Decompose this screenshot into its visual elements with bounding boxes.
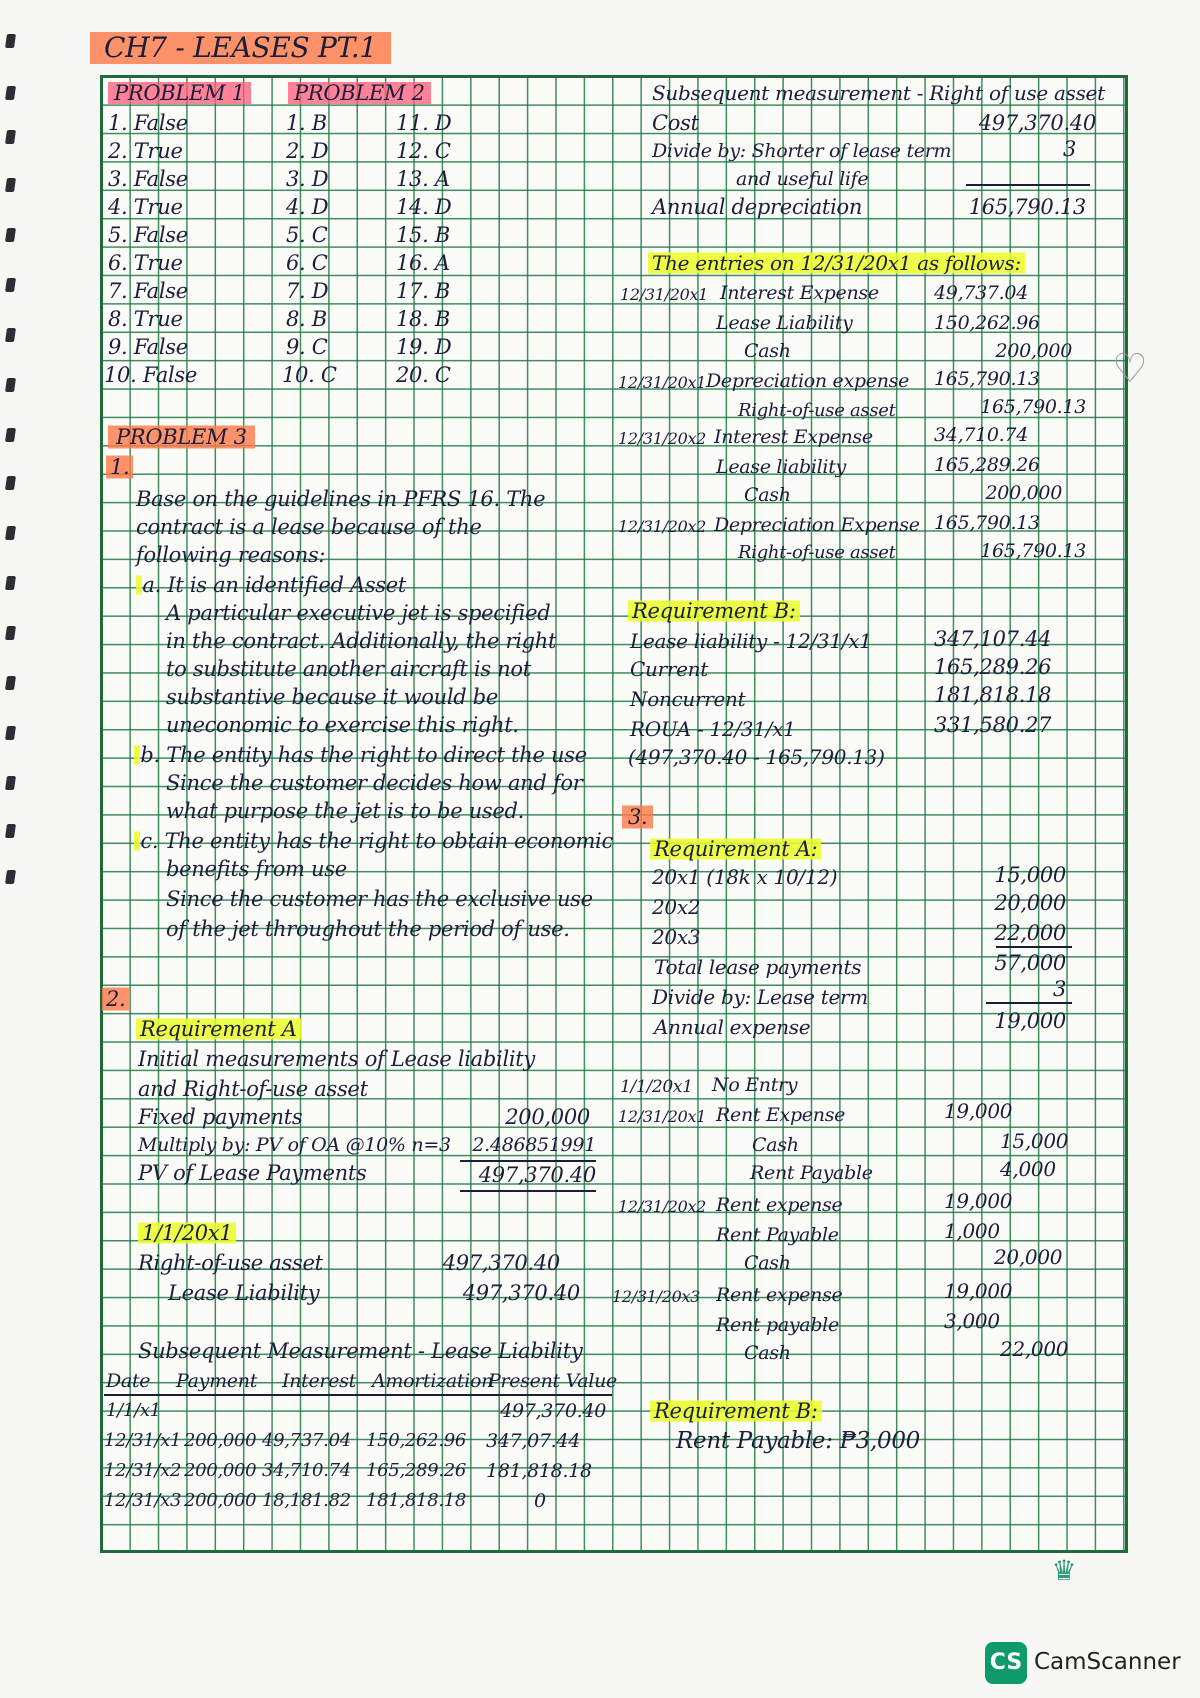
requirement-a-heading: Requirement A — [136, 1016, 301, 1042]
list-item: 9. C — [286, 335, 328, 359]
rent-label: 20x2 — [652, 895, 701, 919]
entry-date: 12/31/20x1 — [618, 1107, 707, 1126]
reqb-value: 331,580.27 — [934, 713, 1052, 737]
list-item: 4. True — [108, 195, 183, 219]
entry-date: 12/31/20x2 — [618, 429, 707, 448]
entry-debit: 49,737.04 — [934, 282, 1028, 304]
rent-payable-answer: Rent Payable: ₱3,000 — [676, 1428, 920, 1454]
table-header: Amortization — [372, 1370, 494, 1392]
reqb-value: 347,107.44 — [934, 627, 1052, 651]
section-number: 2. — [102, 986, 129, 1012]
entry-debit: 19,000 — [944, 1279, 1013, 1303]
paragraph-line: and Right-of-use asset — [138, 1077, 368, 1101]
binder-ring — [5, 130, 16, 144]
requirement-a3-heading: Requirement A: — [650, 836, 821, 862]
binder-ring — [5, 86, 16, 100]
binder-ring — [5, 34, 16, 48]
list-item: 15. B — [396, 223, 451, 247]
reason-heading: b. The entity has the right to direct the use — [134, 742, 587, 768]
rent-value: 20,000 — [994, 891, 1066, 915]
table-cell: 200,000 — [184, 1490, 257, 1511]
binder-ring — [5, 526, 16, 540]
table-cell: 0 — [534, 1490, 546, 1512]
table-header: Date — [106, 1370, 151, 1392]
rent-label: Divide by: Lease term — [652, 985, 868, 1009]
entry-debit: 165,790.13 — [934, 368, 1040, 390]
paragraph-line: following reasons: — [136, 543, 326, 567]
underline — [966, 184, 1090, 186]
requirement-b3-heading: Requirement B: — [650, 1398, 822, 1424]
entry-date: 1/1/20x1 — [620, 1077, 693, 1097]
journal-account: Right-of-use asset — [138, 1251, 323, 1275]
entry-account: Depreciation expense — [706, 370, 910, 392]
table-cell: 181,818.18 — [366, 1490, 467, 1511]
annual-depreciation-label: Annual depreciation — [652, 195, 863, 219]
entry-account: Right-of-use asset — [738, 542, 896, 563]
entry-account: Right-of-use asset — [738, 400, 896, 421]
subsequent-rou-title: Subsequent measurement - Right of use asset — [652, 81, 1105, 105]
entry-credit: 22,000 — [1000, 1337, 1069, 1361]
entry-account: Cash — [744, 340, 791, 362]
paragraph-line: substantive because it would be — [166, 685, 499, 709]
entry-account: Lease Liability — [716, 312, 853, 334]
pv-label: PV of Lease Payments — [138, 1161, 367, 1185]
reason-heading: a. It is an identified Asset — [136, 572, 406, 598]
table-cell: 12/31/x2 — [104, 1460, 182, 1481]
list-item: 4. D — [286, 195, 329, 219]
list-item: 11. D — [396, 111, 452, 135]
list-item: 6. True — [108, 251, 183, 275]
table-cell: 181,818.18 — [486, 1460, 592, 1482]
entries-title: The entries on 12/31/20x1 as follows: — [648, 250, 1025, 276]
binder-ring — [5, 626, 16, 640]
entry-account: Interest Expense — [714, 426, 873, 448]
entry-account: Cash — [744, 1342, 791, 1364]
entry-account: Interest Expense — [720, 282, 879, 304]
entry-account: Rent Payable — [716, 1224, 839, 1246]
list-item: 6. C — [286, 251, 328, 275]
rent-label: Total lease payments — [654, 955, 862, 979]
list-item: 12. C — [396, 139, 451, 163]
list-item: 1. B — [286, 111, 327, 135]
reason-heading: c. The entity has the right to obtain economic — [134, 828, 613, 854]
divide-value: 3 — [1062, 137, 1076, 161]
multiply-label: Multiply by: PV of OA @10% n=3 — [138, 1134, 451, 1156]
entry-debit: 34,710.74 — [934, 424, 1028, 446]
table-cell: 200,000 — [184, 1460, 257, 1481]
entry-debit: 19,000 — [944, 1189, 1013, 1213]
entry-date: 12/31/20x1 — [618, 373, 707, 392]
entry-debit: 19,000 — [944, 1099, 1013, 1123]
table-cell: 34,710.74 — [262, 1460, 351, 1481]
cost-label: Cost — [652, 111, 699, 135]
table-cell: 497,370.40 — [500, 1400, 606, 1422]
multiply-value: 2.486851991 — [472, 1134, 596, 1156]
entry-date: 12/31/20x2 — [618, 517, 707, 536]
list-item: 13. A — [396, 167, 450, 191]
table-cell: 18,181.82 — [262, 1490, 351, 1511]
binder-ring — [5, 824, 16, 838]
entry-account: No Entry — [712, 1074, 798, 1096]
entry-account: Depreciation Expense — [714, 514, 920, 536]
reqb-value: 181,818.18 — [934, 683, 1052, 707]
journal-credit: 497,370.40 — [462, 1281, 580, 1305]
annual-depreciation-value: 165,790.13 — [968, 195, 1086, 219]
rent-value: 19,000 — [994, 1009, 1066, 1033]
list-item: 2. D — [286, 139, 329, 163]
cost-value: 497,370.40 — [978, 111, 1096, 135]
paragraph-line: Since the customer has the exclusive use — [166, 887, 593, 911]
entry-debit: 165,790.13 — [934, 512, 1040, 534]
table-header: Interest — [282, 1370, 356, 1392]
paragraph-line: in the contract. Additionally, the right — [166, 629, 557, 653]
list-item: 16. A — [396, 251, 450, 275]
binder-ring — [5, 178, 16, 192]
table-header: Present Value — [488, 1370, 617, 1392]
entry-debit: 150,262.96 — [934, 312, 1040, 334]
binder-ring — [5, 476, 16, 490]
list-item: 19. D — [396, 335, 452, 359]
paragraph-line: A particular executive jet is specified — [166, 601, 551, 625]
binder-ring — [5, 726, 16, 740]
binder-ring — [5, 228, 16, 242]
paragraph-line: Initial measurements of Lease liability — [138, 1047, 536, 1071]
reqb-label: (497,370.40 - 165,790.13) — [628, 745, 885, 769]
camscanner-watermark: CamScanner — [1034, 1649, 1181, 1675]
binder-ring — [5, 576, 16, 590]
entry-account: Rent expense — [716, 1284, 843, 1306]
date-heading: 1/1/20x1 — [138, 1220, 236, 1246]
list-item: 2. True — [108, 139, 183, 163]
list-item: 9. False — [108, 335, 188, 359]
paragraph-line: contract is a lease because of the — [136, 515, 482, 539]
binder-ring — [5, 278, 16, 292]
rent-value: 3 — [1052, 977, 1066, 1001]
paragraph-line: to substitute another aircraft is not — [166, 657, 531, 681]
entry-account: Rent payable — [716, 1314, 839, 1336]
binder-ring — [5, 428, 16, 442]
entry-credit: 15,000 — [1000, 1129, 1069, 1153]
entry-debit: 3,000 — [944, 1309, 1000, 1333]
section-number: 3. — [622, 804, 653, 830]
table-cell: 12/31/x1 — [104, 1430, 182, 1451]
fixed-payments-value: 200,000 — [505, 1105, 590, 1129]
list-item: 18. B — [396, 307, 451, 331]
requirement-b-heading: Requirement B: — [628, 598, 800, 624]
reqb-label: Current — [630, 657, 708, 681]
table-cell: 200,000 — [184, 1430, 257, 1451]
paragraph-line: Since the customer decides how and for — [166, 771, 583, 795]
journal-debit: 497,370.40 — [442, 1251, 560, 1275]
underline — [996, 946, 1072, 948]
paragraph-line: of the jet throughout the period of use. — [166, 917, 570, 941]
entry-account: Rent expense — [716, 1194, 843, 1216]
problem2-heading: PROBLEM 2 — [288, 80, 431, 106]
binder-ring — [5, 328, 16, 342]
table-cell: 347,07.44 — [486, 1430, 580, 1452]
table-cell: 150,262.96 — [366, 1430, 467, 1451]
table-header: Payment — [176, 1370, 258, 1392]
section-number: 1. — [106, 454, 133, 480]
entry-account: Rent Expense — [716, 1104, 846, 1126]
list-item: 3. D — [286, 167, 329, 191]
rent-label: 20x3 — [652, 925, 701, 949]
table-header-rule — [104, 1394, 612, 1396]
paragraph-line: what purpose the jet is to be used. — [166, 799, 525, 823]
entry-account: Cash — [752, 1134, 799, 1156]
reqb-label: Noncurrent — [630, 687, 746, 711]
list-item: 1. False — [108, 111, 188, 135]
entry-date: 12/31/20x2 — [618, 1197, 707, 1216]
fixed-payments-label: Fixed payments — [138, 1105, 303, 1129]
binder-ring — [5, 378, 16, 392]
entry-credit: 165,790.13 — [980, 540, 1086, 562]
list-item: 14. D — [396, 195, 452, 219]
paragraph-line: Base on the guidelines in PFRS 16. The — [136, 487, 546, 511]
divide-label: Divide by: Shorter of lease term — [652, 140, 952, 162]
camscanner-logo-icon: CS — [985, 1642, 1027, 1684]
list-item: 10. C — [282, 363, 337, 387]
binder-ring — [5, 676, 16, 690]
entry-date: 12/31/20x1 — [620, 285, 709, 304]
entry-date: 12/31/20x3 — [612, 1287, 701, 1306]
rent-value: 22,000 — [994, 921, 1066, 945]
binder-ring — [5, 776, 16, 790]
rent-label: 20x1 (18k x 10/12) — [652, 865, 838, 889]
entry-debit: 165,289.26 — [934, 454, 1040, 476]
crown-doodle-icon: ♛ — [1051, 1554, 1077, 1587]
entry-credit: 200,000 — [995, 340, 1072, 362]
page-title: CH7 - LEASES PT.1 — [90, 30, 391, 66]
reqb-label: Lease liability - 12/31/x1 — [630, 629, 872, 653]
table-cell: 165,289.26 — [366, 1460, 467, 1481]
paragraph-line: uneconomic to exercise this right. — [166, 713, 519, 737]
reqb-label: ROUA - 12/31/x1 — [630, 717, 796, 741]
list-item: 5. C — [286, 223, 328, 247]
entry-credit: 165,790.13 — [980, 396, 1086, 418]
pv-value: 497,370.40 — [478, 1163, 596, 1187]
table-cell: 49,737.04 — [262, 1430, 351, 1451]
underline — [986, 1002, 1072, 1004]
list-item: 10. False — [104, 363, 197, 387]
entry-account: Cash — [744, 1252, 791, 1274]
entry-credit: 4,000 — [1000, 1157, 1056, 1181]
problem1-heading: PROBLEM 1 — [108, 80, 251, 106]
list-item: 7. D — [286, 279, 329, 303]
entry-credit: 20,000 — [994, 1245, 1063, 1269]
journal-account: Lease Liability — [168, 1281, 320, 1305]
rent-value: 15,000 — [994, 863, 1066, 887]
entry-account: Cash — [744, 484, 791, 506]
entry-credit: 200,000 — [985, 482, 1062, 504]
entry-account: Lease liability — [716, 456, 846, 478]
table-cell: 1/1/x1 — [106, 1400, 161, 1421]
binder-ring — [5, 870, 16, 884]
heart-doodle-icon: ♡ — [1112, 346, 1148, 392]
rent-value: 57,000 — [994, 951, 1066, 975]
list-item: 7. False — [108, 279, 188, 303]
list-item: 5. False — [108, 223, 188, 247]
subsequent-ll-title: Subsequent Measurement - Lease Liability — [138, 1339, 583, 1363]
list-item: 17. B — [396, 279, 451, 303]
reqb-value: 165,289.26 — [934, 655, 1052, 679]
table-cell: 12/31/x3 — [104, 1490, 182, 1511]
divide-label-2: and useful life — [736, 168, 869, 190]
paragraph-line: benefits from use — [166, 857, 347, 881]
list-item: 3. False — [108, 167, 188, 191]
list-item: 20. C — [396, 363, 451, 387]
problem3-heading: PROBLEM 3 — [108, 424, 255, 450]
entry-account: Rent Payable — [750, 1162, 873, 1184]
list-item: 8. True — [108, 307, 183, 331]
rent-label: Annual expense — [654, 1015, 811, 1039]
list-item: 8. B — [286, 307, 327, 331]
double-underline — [460, 1190, 596, 1192]
entry-debit: 1,000 — [944, 1219, 1000, 1243]
